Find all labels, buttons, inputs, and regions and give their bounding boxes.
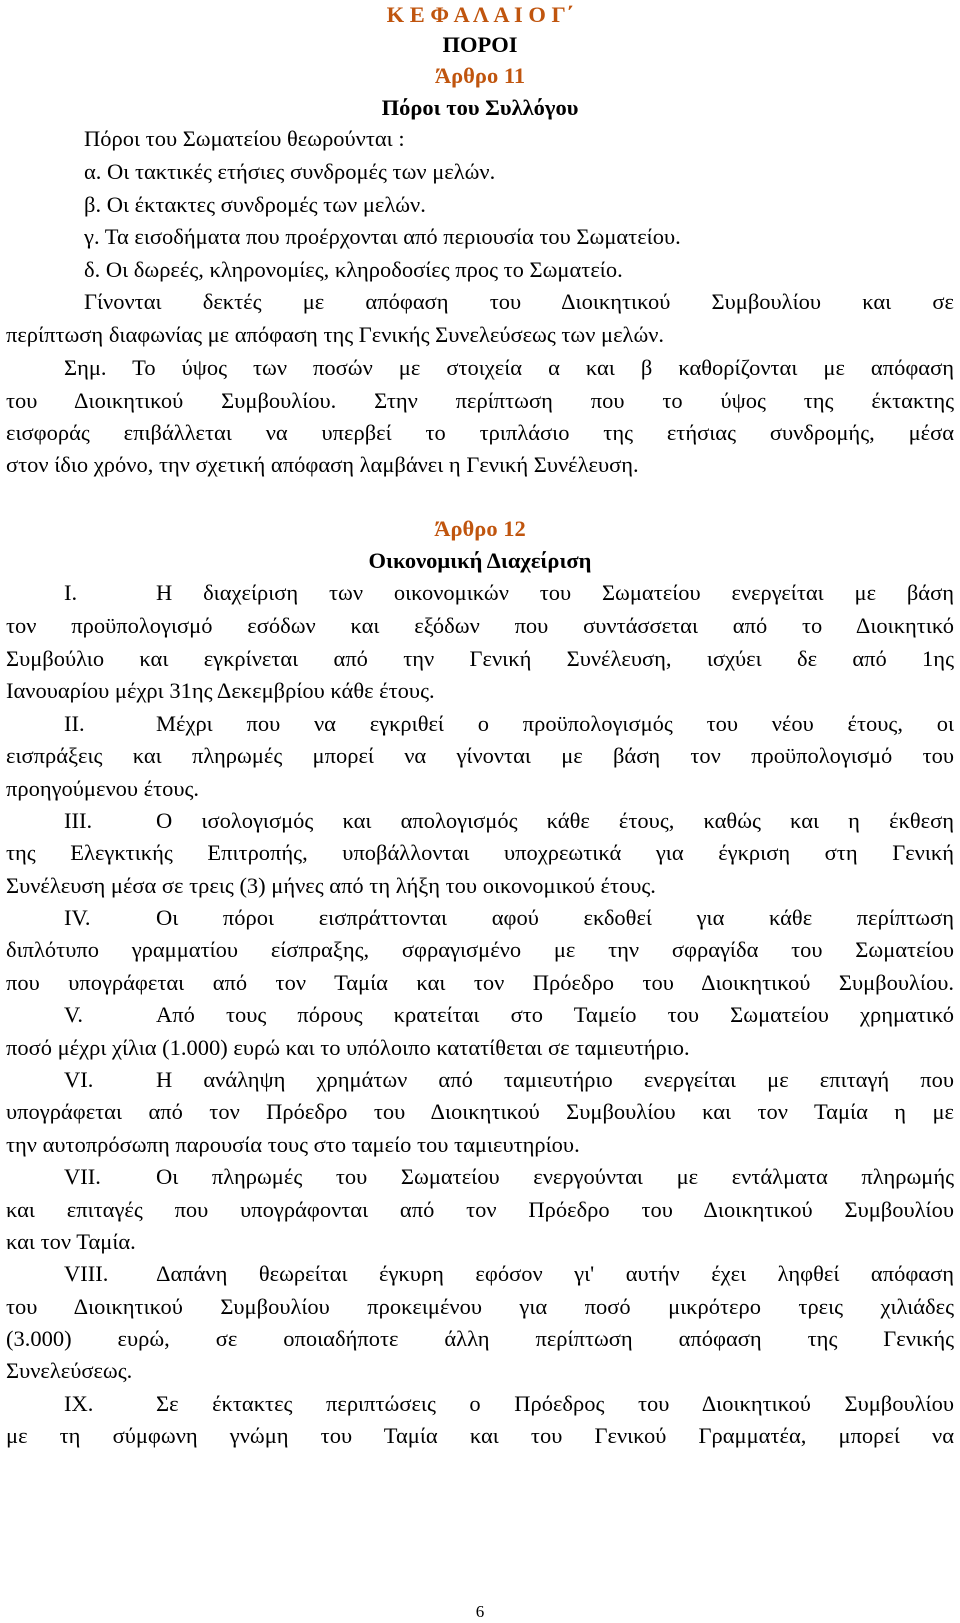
item-line: Συμβούλιο και εγκρίνεται από την Γενική Συνέλευση, ισχύει δε από 1ης: [6, 646, 954, 671]
article-12-title: Οικονομική Διαχείριση: [368, 548, 592, 573]
item-line: και τον Ταμία.: [6, 1229, 136, 1254]
item-line: εισπράξεις και πληρωμές μπορεί να γίνονται με βάση τον προϋπολογισμό του: [6, 743, 954, 768]
article-11-line: δ. Οι δωρεές, κληρονομίες, κληροδοσίες προς το Σωματείο.: [84, 257, 623, 282]
item-text: Από τους πόρους κρατείται στο Ταμείο του Σωματείου χρηματικό: [156, 1002, 954, 1027]
item-text: Οι πληρωμές του Σωματείου ενεργούνται με εντάλματα πληρωμής: [156, 1164, 954, 1189]
item-line: της Ελεγκτικής Επιτροπής, υποβάλλονται υποχρεωτικά για έγκριση στη Γενική: [6, 840, 954, 865]
item-line: με τη σύμφωνη γνώμη του Ταμία και του Γενικού Γραμματέα, μπορεί να: [6, 1423, 954, 1448]
item-number: IV.: [64, 905, 91, 930]
article-11-note: Σημ. Το ύψος των ποσών με στοιχεία α και β καθορίζονται με απόφαση: [64, 355, 954, 380]
item-text: Οι πόροι εισπράττονται αφού εκδοθεί για κάθε περίπτωση: [156, 905, 954, 930]
article-11-line: εισφοράς επιβάλλεται να υπερβεί το τριπλάσιο της ετήσιας συνδρομής, μέσα: [6, 420, 954, 445]
article-12-heading: Άρθρο 12: [434, 516, 526, 541]
article-11-title: Πόροι του Συλλόγου: [381, 95, 579, 120]
item-line: (3.000) ευρώ, σε οποιαδήποτε άλλη περίπτωση απόφαση της Γενικής: [6, 1326, 954, 1351]
item-text: Σε έκτακτες περιπτώσεις ο Πρόεδρος του Διοικητικού Συμβουλίου: [156, 1391, 954, 1416]
item-line: Συνέλευση μέσα σε τρεις (3) μήνες από τη λήξη του οικονομικού έτους.: [6, 873, 656, 898]
item-number: IX.: [64, 1391, 94, 1416]
item-line: τον προϋπολογισμό εσόδων και εξόδων που συντάσσεται από το Διοικητικό: [6, 613, 954, 638]
article-12-item-9: [64, 1389, 954, 1419]
item-number: ΙΙΙ.: [64, 808, 93, 833]
article-12-item-7: [64, 1162, 954, 1192]
article-12-item-3: [64, 806, 954, 836]
article-11-heading: Άρθρο 11: [434, 63, 526, 88]
item-number: V.: [64, 1002, 83, 1027]
item-number: VI.: [64, 1067, 94, 1092]
item-line: που υπογράφεται από τον Ταμία και τον Πρόεδρο του Διοικητικού Συμβουλίου.: [6, 970, 954, 995]
item-line: προηγούμενου έτους.: [6, 776, 200, 801]
article-12-item-1: [64, 578, 954, 608]
article-11-line: Πόροι του Σωματείου θεωρούνται :: [84, 126, 405, 151]
article-11-line: Γίνονται δεκτές με απόφαση του Διοικητικού Συμβουλίου και σε: [84, 289, 954, 314]
item-line: Ιανουαρίου μέχρι 31ης Δεκεμβρίου κάθε έτους.: [6, 678, 435, 703]
article-12-item-5: [64, 1000, 954, 1030]
page-number: 6: [475, 1602, 485, 1621]
item-line: Συνελεύσεως.: [6, 1358, 133, 1383]
item-line: υπογράφεται από τον Πρόεδρο του Διοικητικού Συμβουλίου και τον Ταμία η με: [6, 1099, 954, 1124]
article-11-line: β. Οι έκτακτες συνδρομές των μελών.: [84, 192, 426, 217]
article-11-line: γ. Τα εισοδήματα που προέρχονται από περιουσία του Σωματείου.: [84, 224, 681, 249]
item-number: VII.: [64, 1164, 101, 1189]
article-11-line: του Διοικητικού Συμβουλίου. Στην περίπτωση που το ύψος της έκτακτης: [6, 388, 954, 413]
article-11-line: στον ίδιο χρόνο, την σχετική απόφαση λαμβάνει η Γενική Συνέλευση.: [6, 452, 639, 477]
item-text: Η ανάληψη χρημάτων από ταμιευτήριο ενεργείται με επιταγή που: [156, 1067, 954, 1092]
item-line: διπλότυπο γραμματίου είσπραξης, σφραγισμένο με την σφραγίδα του Σωματείου: [6, 937, 954, 962]
item-text: Δαπάνη θεωρείται έγκυρη εφόσον γι' αυτήν έχει ληφθεί απόφαση: [156, 1261, 954, 1286]
item-line: του Διοικητικού Συμβουλίου προκειμένου για ποσό μικρότερο τρεις χιλιάδες: [6, 1294, 954, 1319]
chapter-subtitle: ΠΟΡΟΙ: [442, 32, 518, 57]
article-12-item-6: [64, 1065, 954, 1095]
article-12-item-8: [64, 1259, 954, 1289]
item-number: ΙΙ.: [64, 711, 85, 736]
article-12-item-4: [64, 903, 954, 933]
article-11-line: περίπτωση διαφωνίας με απόφαση της Γενικής Συνελεύσεως των μελών.: [6, 322, 665, 347]
article-12-item-2: [64, 709, 954, 739]
chapter-title: Κ Ε Φ Α Λ Α Ι Ο Γ΄: [386, 2, 574, 27]
item-line: και επιταγές που υπογράφονται από τον Πρόεδρο του Διοικητικού Συμβουλίου: [6, 1197, 954, 1222]
article-11-line: α. Οι τακτικές ετήσιες συνδρομές των μελών.: [84, 159, 496, 184]
item-text: Ο ισολογισμός και απολογισμός κάθε έτους, καθώς και η έκθεση: [156, 808, 954, 833]
item-text: Μέχρι που να εγκριθεί ο προϋπολογισμός του νέου έτους, οι: [156, 711, 954, 736]
item-line: την αυτοπρόσωπη παρουσία τους στο ταμείο του ταμιευτηρίου.: [6, 1132, 580, 1157]
item-number: Ι.: [64, 580, 78, 605]
item-line: ποσό μέχρι χίλια (1.000) ευρώ και το υπόλοιπο κατατίθεται σε ταμιευτήριο.: [6, 1035, 690, 1060]
item-text: Η διαχείριση των οικονομικών του Σωματείου ενεργείται με βάση: [156, 580, 954, 605]
item-number: VIII.: [64, 1261, 109, 1286]
